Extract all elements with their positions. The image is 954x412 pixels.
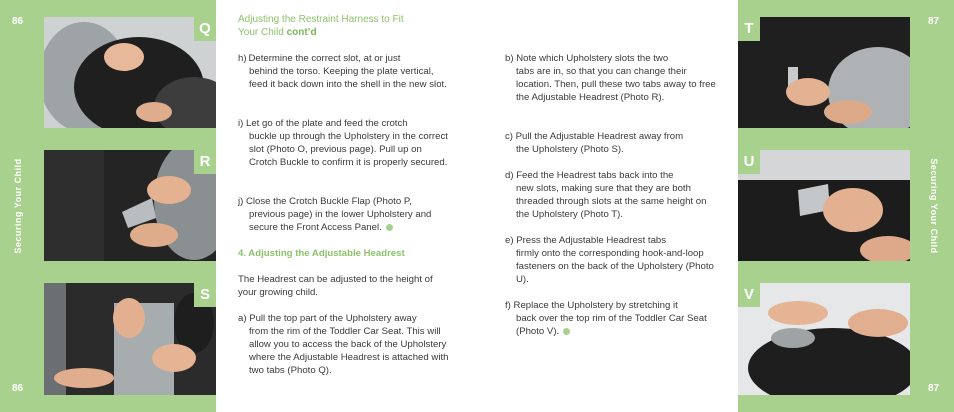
photo-s-image [44, 283, 216, 395]
header-line-1: Adjusting the Restraint Harness to Fit [238, 14, 404, 25]
step-i [238, 117, 450, 169]
step-e-rest: firmly onto the corresponding hook-and-loop fasteners on the back of the Upholstery (Photo U). [516, 248, 714, 285]
step-d-lead: d) Feed the Headrest tabs back into the [505, 170, 674, 181]
photo-label-r: R [194, 150, 216, 174]
step-i-lead: i) Let go of the plate and feed the crotch [238, 118, 408, 129]
side-label-right: Securing Your Child [929, 158, 939, 254]
photo-label-u: U [738, 150, 760, 174]
section-heading-headrest: 4. Adjusting the Adjustable Headrest [238, 248, 405, 259]
photo-s [44, 283, 216, 395]
step-a-rest: from the rim of the Toddler Car Seat. This will allow you to access the back of the Upholstery where the Adjustable Headrest is attached with two tabs (Photo Q). [249, 326, 449, 376]
end-bullet-icon [563, 328, 570, 335]
step-j [238, 195, 450, 234]
step-f-rest [505, 312, 717, 338]
header-line-2-text: Your Child [238, 26, 287, 38]
step-f-rest-text: back over the top rim of the Toddler Car Seat (Photo V). [516, 313, 707, 337]
step-d-rest: new slots, making sure that they are both threaded through slots at the same height on the Upholstery (Photo T). [516, 183, 707, 220]
step-b [505, 52, 717, 104]
end-bullet-icon [386, 224, 393, 231]
intro-paragraph: The Headrest can be adjusted to the height of your growing child. [238, 274, 433, 298]
header-line-2 [238, 27, 404, 40]
photo-label-t: T [738, 17, 760, 41]
step-d [505, 169, 717, 221]
photo-u-image [738, 150, 910, 261]
photo-t [738, 17, 910, 128]
photo-v [738, 283, 910, 395]
page-number-bottom-left: 86 [12, 383, 24, 394]
step-h [238, 52, 450, 91]
step-f-lead: f) Replace the Upholstery by stretching it [505, 300, 678, 311]
step-e-lead: e) Press the Adjustable Headrest tabs [505, 235, 667, 246]
step-j-lead: j) Close the Crotch Buckle Flap (Photo P, [238, 196, 412, 207]
photo-v-image [738, 283, 910, 395]
step-c-lead: c) Pull the Adjustable Headrest away from [505, 131, 684, 142]
step-e [505, 234, 717, 286]
page-number-top-left: 86 [12, 16, 24, 27]
photo-u [738, 150, 910, 261]
step-j-rest-text: previous page) in the lower Upholstery and secure the Front Access Panel. [249, 209, 432, 233]
photo-r [44, 150, 216, 261]
photo-r-image [44, 150, 216, 261]
step-c [505, 130, 717, 156]
photo-label-s: S [194, 283, 216, 307]
step-h-rest: behind the torso. Keeping the plate vertical, feed it back down into the shell in the new slot. [249, 66, 447, 90]
page-number-bottom-right: 87 [928, 383, 940, 394]
text-column-2 [505, 52, 717, 352]
photo-label-v: V [738, 283, 760, 307]
section-header [238, 14, 404, 39]
step-b-lead: b) Note which Upholstery slots the two [505, 53, 669, 64]
step-a-lead: a) Pull the top part of the Upholstery away [238, 313, 417, 324]
page-number-top-right: 87 [928, 16, 940, 27]
step-i-rest: buckle up through the Upholstery in the correct slot (Photo O, previous page). Pull up on Crotch Buckle to confirm it is properly secured. [249, 131, 448, 168]
side-label-left: Securing Your Child [13, 158, 23, 254]
step-j-rest [238, 208, 450, 234]
text-column-1 [238, 52, 450, 402]
photo-t-image [738, 17, 910, 128]
step-b-rest: tabs are in, so that you can change their location. Then, pull these two tabs away to free the Adjustable Headrest (Photo R). [516, 66, 716, 103]
step-h-lead: h) Determine the correct slot, at or just [238, 53, 401, 64]
photo-q-image [44, 17, 216, 128]
step-a [238, 312, 450, 377]
step-c-rest: the Upholstery (Photo S). [516, 144, 624, 155]
step-f [505, 299, 717, 338]
photo-q [44, 17, 216, 128]
photo-label-q: Q [194, 17, 216, 41]
header-contd: cont’d [286, 26, 317, 38]
